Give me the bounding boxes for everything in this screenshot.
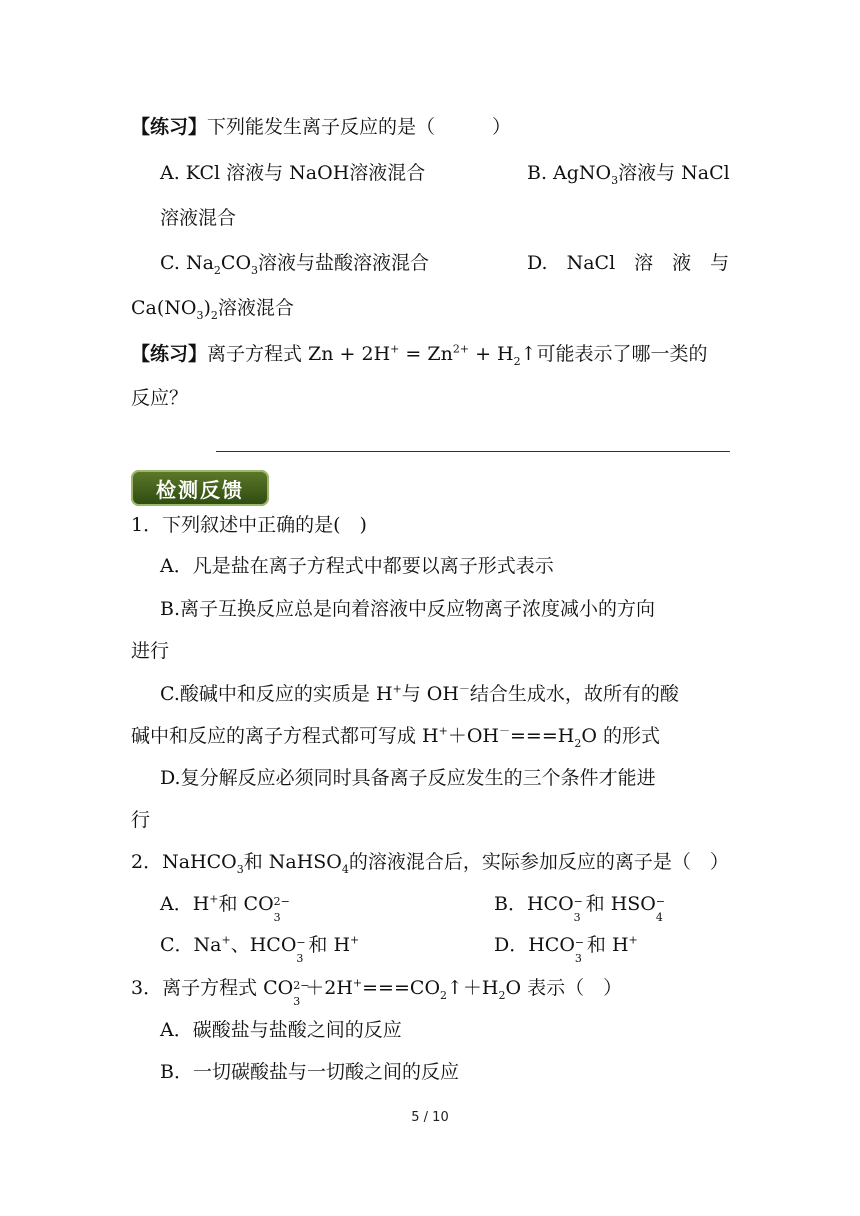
q1-option-d-continued: 行 xyxy=(131,809,151,831)
q3-option-a: A．碳酸盐与盐酸之间的反应 xyxy=(160,1019,402,1041)
q2-option-d: D．HCO − 3 和 H+ xyxy=(494,933,638,965)
q3-stem: 3．离子方程式 CO 2− 3 $+2H^+===CO_2↑+H_2O$ 表示（ ） xyxy=(131,976,623,1008)
q2-option-b: B．HCO − 3 和 HSO − 4 xyxy=(494,893,666,924)
section-badge: 检测反馈 xyxy=(131,470,269,506)
option-b: B. AgNO$_3$溶液与 NaCl xyxy=(527,162,730,187)
q1-option-b: B.离子互换反应总是向着溶液中反应物离子浓度减小的方向 xyxy=(160,598,656,620)
exercise-2-question: 【练习】离子方程式 $Zn + 2H^+ = Zn^{2+}$ + $H_2↑$可能表示了哪一类的 xyxy=(131,342,708,368)
option-d: D. NaCl 溶 液 与 xyxy=(527,252,730,274)
question-text: 下列能发生离子反应的是（ ） xyxy=(207,116,512,138)
q2-stem: 2．NaHCO$_3$和 NaHSO$_4$的溶液混合后，实际参加反应的离子是（ ） xyxy=(131,851,729,876)
q2-option-c: C．Na+、HCO − 3 和 H+ xyxy=(160,933,360,965)
option-a: A. KCl 溶液与 NaOH溶液混合 xyxy=(160,162,426,184)
q1-option-c-continued: 碱中和反应的离子方程式都可写成 $H^++OH^-===H_2O$ 的形式 xyxy=(131,724,660,750)
q1-option-b-continued: 进行 xyxy=(131,640,170,662)
option-c: C. $Na_2CO_3$溶液与盐酸溶液混合 xyxy=(160,252,430,277)
q1-option-c: C.酸碱中和反应的实质是 H+与 OH－结合生成水，故所有的酸 xyxy=(160,682,679,705)
exercise-2-continued: 反应？ xyxy=(131,387,189,409)
exercise-tag: 【练习】 xyxy=(131,343,208,365)
exercise-tag: 【练习】 xyxy=(131,116,208,138)
option-d-continued: $Ca(NO_3)_2$溶液混合 xyxy=(131,297,294,322)
option-b-continued: 溶液混合 xyxy=(160,207,237,229)
page-number: 5 / 10 xyxy=(411,1110,449,1125)
q1-option-d: D.复分解反应必须同时具备离子反应发生的三个条件才能进 xyxy=(160,767,656,789)
q1-option-a: A．凡是盐在离子方程式中都要以离子形式表示 xyxy=(160,555,554,577)
q1-stem: 1．下列叙述中正确的是( ) xyxy=(131,514,367,536)
answer-line xyxy=(216,451,730,452)
q2-option-a: A．H+和 CO 2− 3 xyxy=(160,892,290,924)
q3-option-b: B．一切碳酸盐与一切酸之间的反应 xyxy=(160,1061,459,1083)
exercise-1-question xyxy=(131,114,511,140)
